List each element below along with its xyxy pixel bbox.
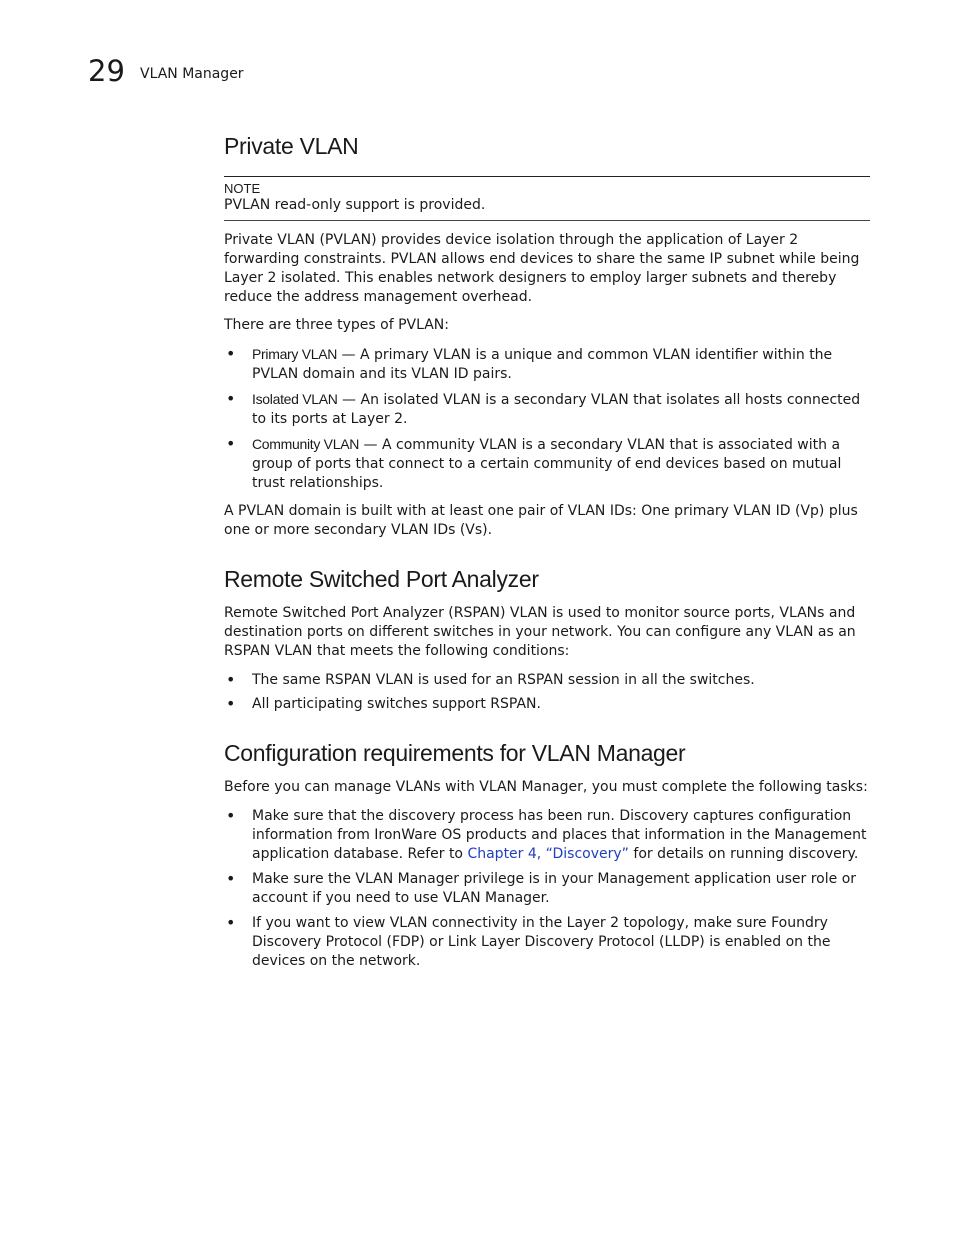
task-text: Make sure that the discovery process has been run. Discovery captures configuration information from IronWare OS products and places that information in the Management application database. Refer to <box>252 808 867 862</box>
chapter-link[interactable]: Chapter 4, “Discovery” <box>467 846 629 862</box>
note-box <box>224 176 870 221</box>
term-description: — An isolated VLAN is a secondary VLAN that isolates all hosts connected to its ports at Layer 2. <box>252 392 861 427</box>
bullet-icon: • <box>226 913 236 932</box>
list-item <box>224 671 870 690</box>
section-config-requirements <box>224 740 870 971</box>
task-text: Make sure the VLAN Manager privilege is in your Management application user role or account if you need to use VLAN Manager. <box>252 871 857 906</box>
bullet-icon: • <box>226 344 236 363</box>
list-item <box>224 390 870 429</box>
term-isolated-vlan: Isolated VLAN <box>252 391 338 407</box>
note-label: NOTE <box>224 181 261 196</box>
task-text: for details on running discovery. <box>628 846 859 862</box>
chapter-number: 29 <box>88 54 125 88</box>
pvlan-types-lead: There are three types of PVLAN: <box>224 317 449 333</box>
config-intro: Before you can manage VLANs with VLAN Manager, you must complete the following tasks: <box>224 779 868 795</box>
bullet-icon: • <box>226 434 236 453</box>
bullet-icon: • <box>226 869 236 888</box>
bullet-icon: • <box>226 694 236 713</box>
bullet-icon: • <box>226 389 236 408</box>
page-content <box>224 130 870 971</box>
section-heading-rspan: Remote Switched Port Analyzer <box>224 566 539 592</box>
term-community-vlan: Community VLAN <box>252 436 360 452</box>
list-item <box>224 807 870 864</box>
config-tasks-list <box>224 807 870 971</box>
term-description: — A primary VLAN is a unique and common VLAN identifier within the PVLAN domain and its VLAN ID pairs. <box>252 347 833 382</box>
bullet-icon: • <box>226 670 236 689</box>
section-private-vlan <box>224 133 870 540</box>
section-heading-private-vlan: Private VLAN <box>224 133 359 159</box>
section-heading-config: Configuration requirements for VLAN Manager <box>224 740 686 766</box>
pvlan-domain-text: A PVLAN domain is built with at least one pair of VLAN IDs: One primary VLAN ID (Vp) plus one or more secondary VLAN IDs (Vs). <box>224 503 858 538</box>
list-item <box>224 914 870 971</box>
bullet-icon: • <box>226 806 236 825</box>
rspan-conditions-list <box>224 671 870 714</box>
list-item <box>224 435 870 493</box>
pvlan-intro: Private VLAN (PVLAN) provides device isolation through the application of Layer 2 forwarding constraints. PVLAN allows end devices to share the same IP subnet while being Layer 2 isolated. This enables network designers to employ larger subnets and thereby reduce the address management overhead. <box>224 232 860 305</box>
rspan-intro: Remote Switched Port Analyzer (RSPAN) VLAN is used to monitor source ports, VLANs and destination ports on different switches in your network. You can configure any VLAN as an RSPAN VLAN that meets the following conditions: <box>224 605 856 659</box>
term-primary-vlan: Primary VLAN <box>252 346 338 362</box>
condition-text: The same RSPAN VLAN is used for an RSPAN session in all the switches. <box>252 672 755 688</box>
list-item <box>224 345 870 384</box>
task-text: If you want to view VLAN connectivity in the Layer 2 topology, make sure Foundry Discovery Protocol (FDP) or Link Layer Discovery Protocol (LLDP) is enabled on the devices on the network. <box>252 915 831 969</box>
condition-text: All participating switches support RSPAN. <box>252 696 541 712</box>
term-description: — A community VLAN is a secondary VLAN that is associated with a group of ports that connect to a certain community of end devices based on mutual trust relationships. <box>252 437 842 491</box>
list-item <box>224 870 870 908</box>
section-rspan <box>224 566 870 714</box>
chapter-title: VLAN Manager <box>140 66 244 82</box>
pvlan-types-list <box>224 345 870 493</box>
list-item <box>224 695 870 714</box>
note-text: PVLAN read-only support is provided. <box>224 197 486 213</box>
